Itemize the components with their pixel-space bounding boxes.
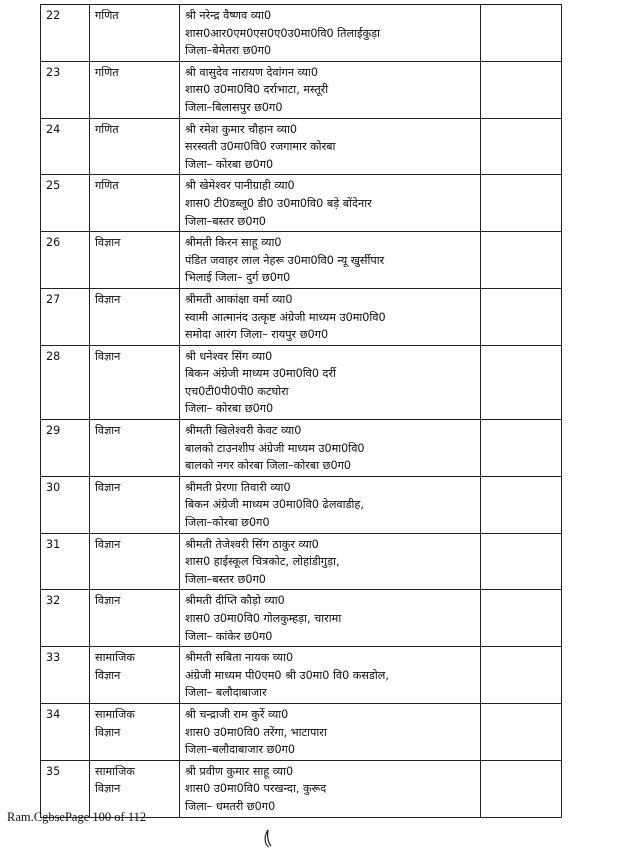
serial-number-cell: 33 (41, 647, 90, 704)
teacher-detail-line: जिला–बस्तर छ0ग0 (185, 572, 266, 586)
remarks-cell (481, 345, 562, 419)
subject-cell (90, 590, 180, 647)
serial-number-cell: 26 (41, 232, 90, 289)
table-row (41, 118, 562, 175)
subject-text: गणित (95, 179, 119, 193)
subject-text: गणित (95, 9, 119, 22)
teacher-detail-line: श्रीमती दीप्ति कौड़ो व्या0 (185, 594, 285, 608)
teacher-detail-line: सरस्वती उ0मा0वि0 रजगामार कोरबा (185, 140, 336, 154)
remarks-cell (481, 175, 562, 232)
serial-number-cell: 34 (41, 703, 90, 760)
subject-text: विज्ञान (95, 480, 121, 494)
subject-cell (90, 420, 180, 477)
subject-cell (90, 5, 180, 62)
subject-cell (90, 175, 180, 232)
table-row (41, 533, 562, 590)
subject-text: विज्ञान (95, 537, 121, 551)
table-row (41, 703, 562, 760)
subject-text: विज्ञान (95, 782, 121, 796)
table-row (41, 288, 562, 345)
teacher-detail-line: जिला–बलौदाबाजार छ0ग0 (185, 743, 295, 757)
teacher-detail-line: श्री चन्द्राजी राम कुर्रे व्या0 (185, 707, 289, 721)
teacher-detail-line: बालको टाउनशीप अंग्रेजी माध्यम उ0मा0वि0 (185, 441, 365, 455)
teacher-detail-line: शास0 उ0मा0वि0 तरेंगा, भाटापारा (185, 725, 327, 739)
subject-text: विज्ञान (95, 725, 121, 739)
teacher-detail-line: भिलाई जिला– दुर्ग छ0ग0 (185, 271, 291, 285)
teacher-detail-line: जिला– कोरबा छ0ग0 (185, 157, 274, 171)
subject-cell (90, 345, 180, 419)
serial-number-cell: 29 (41, 420, 90, 477)
teacher-details-cell (180, 175, 481, 232)
teacher-detail-line: जिला– धमतरी छ0ग0 (185, 799, 276, 813)
teacher-details-cell (180, 345, 481, 419)
teacher-detail-line: शास0आर0एम0एस0ए0उ0मा0वि0 तिलाईकुड़ा (185, 26, 380, 40)
subject-text: सामाजिक (95, 651, 135, 665)
teacher-detail-line: श्रीमती तेजेश्वरी सिंग ठाकुर व्या0 (185, 537, 319, 551)
subject-cell (90, 533, 180, 590)
table-row (41, 590, 562, 647)
teacher-details-cell (180, 533, 481, 590)
subject-text: विज्ञान (95, 668, 121, 682)
teacher-details-cell (180, 647, 481, 704)
teacher-detail-line: अंग्रेजी माध्यम पी0एम0 श्री उ0मा0 वि0 कसडोल, (185, 668, 389, 682)
subject-text: विज्ञान (95, 594, 121, 608)
teacher-detail-line: स्वामी आत्मानंद उत्कृष्ट अंग्रेजी माध्यम उ0मा0वि0 (185, 310, 386, 324)
serial-number-cell: 24 (41, 118, 90, 175)
teacher-details-cell (180, 590, 481, 647)
subject-cell (90, 703, 180, 760)
teacher-detail-line: श्रीमती आकांक्षा वर्मा व्या0 (185, 292, 293, 306)
teacher-detail-line: जिला– कोरबा छ0ग0 (185, 402, 274, 416)
serial-number-cell: 28 (41, 345, 90, 419)
teacher-detail-line: श्री खेमेश्वर पानीग्राही व्या0 (185, 179, 295, 193)
teacher-detail-line: शास0 उ0मा0वि0 दर्राभाटा, मस्तूरी (185, 83, 329, 97)
teacher-detail-line: श्री धनेश्वर सिंग व्या0 (185, 349, 273, 363)
serial-number-cell: 35 (41, 760, 90, 817)
subject-cell (90, 61, 180, 118)
serial-number-cell: 23 (41, 61, 90, 118)
table-row (41, 647, 562, 704)
table-row (41, 760, 562, 817)
remarks-cell (481, 232, 562, 289)
remarks-cell (481, 476, 562, 533)
teacher-detail-line: जिला–कोरबा छ0ग0 (185, 516, 270, 530)
remarks-cell (481, 533, 562, 590)
teacher-detail-line: बिकन अंग्रेजी माध्यम उ0मा0वि0 दर्री (185, 367, 336, 381)
remarks-cell (481, 61, 562, 118)
teacher-detail-line: एच0टी0पी0पी0 कटघोरा (185, 384, 289, 398)
teacher-detail-line: शास0 हाईस्कूल चित्रकोट, लोहांडीगुड़ा, (185, 555, 340, 569)
teacher-detail-line: जिला– बलौदाबाजार (185, 686, 267, 700)
teacher-details-cell (180, 118, 481, 175)
serial-number-cell: 22 (41, 5, 90, 62)
serial-number-cell: 32 (41, 590, 90, 647)
remarks-cell (481, 703, 562, 760)
subject-cell (90, 760, 180, 817)
handwritten-initial-mark (263, 828, 273, 850)
subject-text: विज्ञान (95, 349, 121, 363)
remarks-cell (481, 118, 562, 175)
table-row (41, 5, 562, 62)
subject-text: विज्ञान (95, 292, 121, 306)
teacher-details-cell (180, 61, 481, 118)
table-row (41, 175, 562, 232)
table-row (41, 61, 562, 118)
subject-text: गणित (95, 65, 119, 79)
subject-cell (90, 476, 180, 533)
subject-cell (90, 288, 180, 345)
serial-number-cell: 31 (41, 533, 90, 590)
teacher-detail-line: श्रीमती खिलेश्वरी केवट व्या0 (185, 424, 302, 438)
remarks-cell (481, 590, 562, 647)
teacher-details-cell (180, 760, 481, 817)
table-row (41, 476, 562, 533)
subject-text: विज्ञान (95, 236, 121, 250)
teacher-details-cell (180, 476, 481, 533)
remarks-cell (481, 420, 562, 477)
subject-text: सामाजिक (95, 764, 135, 778)
subject-text: गणित (95, 122, 119, 136)
subject-text: सामाजिक (95, 707, 135, 721)
teacher-detail-line: जिला–बेमेतरा छ0ग0 (185, 44, 272, 58)
teacher-detail-line: समोदा आरंग जिला– रायपुर छ0ग0 (185, 328, 329, 342)
remarks-cell (481, 5, 562, 62)
remarks-cell (481, 760, 562, 817)
teacher-detail-line: शास0 उ0मा0वि0 परखन्दा, कुरूद (185, 782, 327, 796)
teacher-detail-line: शास0 उ0मा0वि0 गोलकुम्हड़ा, चारामा (185, 612, 342, 625)
subject-cell (90, 232, 180, 289)
subject-text: विज्ञान (95, 424, 121, 438)
serial-number-cell: 27 (41, 288, 90, 345)
teacher-detail-line: श्री वासुदेव नारायण देवांगन व्या0 (185, 65, 318, 79)
teacher-detail-line: श्रीमती किरन साहू व्या0 (185, 236, 282, 250)
teacher-detail-line: बिकन अंग्रेजी माध्यम उ0मा0वि0 ढेलवाडीह, (185, 498, 364, 512)
teacher-detail-line: पंडित जवाहर लाल नेहरू उ0मा0वि0 न्यू खुर्सीपार (185, 253, 385, 267)
teacher-list-table (40, 4, 562, 818)
teacher-details-cell (180, 232, 481, 289)
teacher-detail-line: बालको नगर कोरबा जिला–कोरबा छ0ग0 (185, 459, 352, 473)
teacher-details-cell (180, 5, 481, 62)
teacher-details-cell (180, 288, 481, 345)
serial-number-cell: 30 (41, 476, 90, 533)
table-row (41, 232, 562, 289)
teacher-detail-line: श्री नरेन्द्र वैष्णव व्या0 (185, 9, 272, 22)
teacher-details-cell (180, 420, 481, 477)
subject-cell (90, 118, 180, 175)
remarks-cell (481, 647, 562, 704)
teacher-detail-line: श्री रमेश कुमार चौहान व्या0 (185, 122, 298, 136)
teacher-detail-line: जिला–बिलासपुर छ0ग0 (185, 100, 283, 114)
teacher-detail-line: श्री प्रवीण कुमार साहू व्या0 (185, 764, 294, 778)
teacher-detail-line: श्रीमती प्रेरणा तिवारी व्या0 (185, 480, 291, 494)
teacher-details-cell (180, 703, 481, 760)
teacher-detail-line: जिला– कांकेर छ0ग0 (185, 629, 273, 643)
table-row (41, 345, 562, 419)
table-row (41, 420, 562, 477)
subject-cell (90, 647, 180, 704)
teacher-detail-line: शास0 टी0डब्लू0 डी0 उ0मा0वि0 बड़े बोंदेनार (185, 196, 372, 210)
teacher-detail-line: जिला–बस्तर छ0ग0 (185, 214, 266, 228)
remarks-cell (481, 288, 562, 345)
teacher-detail-line: श्रीमती सबिता नायक व्या0 (185, 651, 294, 665)
serial-number-cell: 25 (41, 175, 90, 232)
page-footer: Ram.CgbsePage 100 of 112 (7, 810, 147, 824)
